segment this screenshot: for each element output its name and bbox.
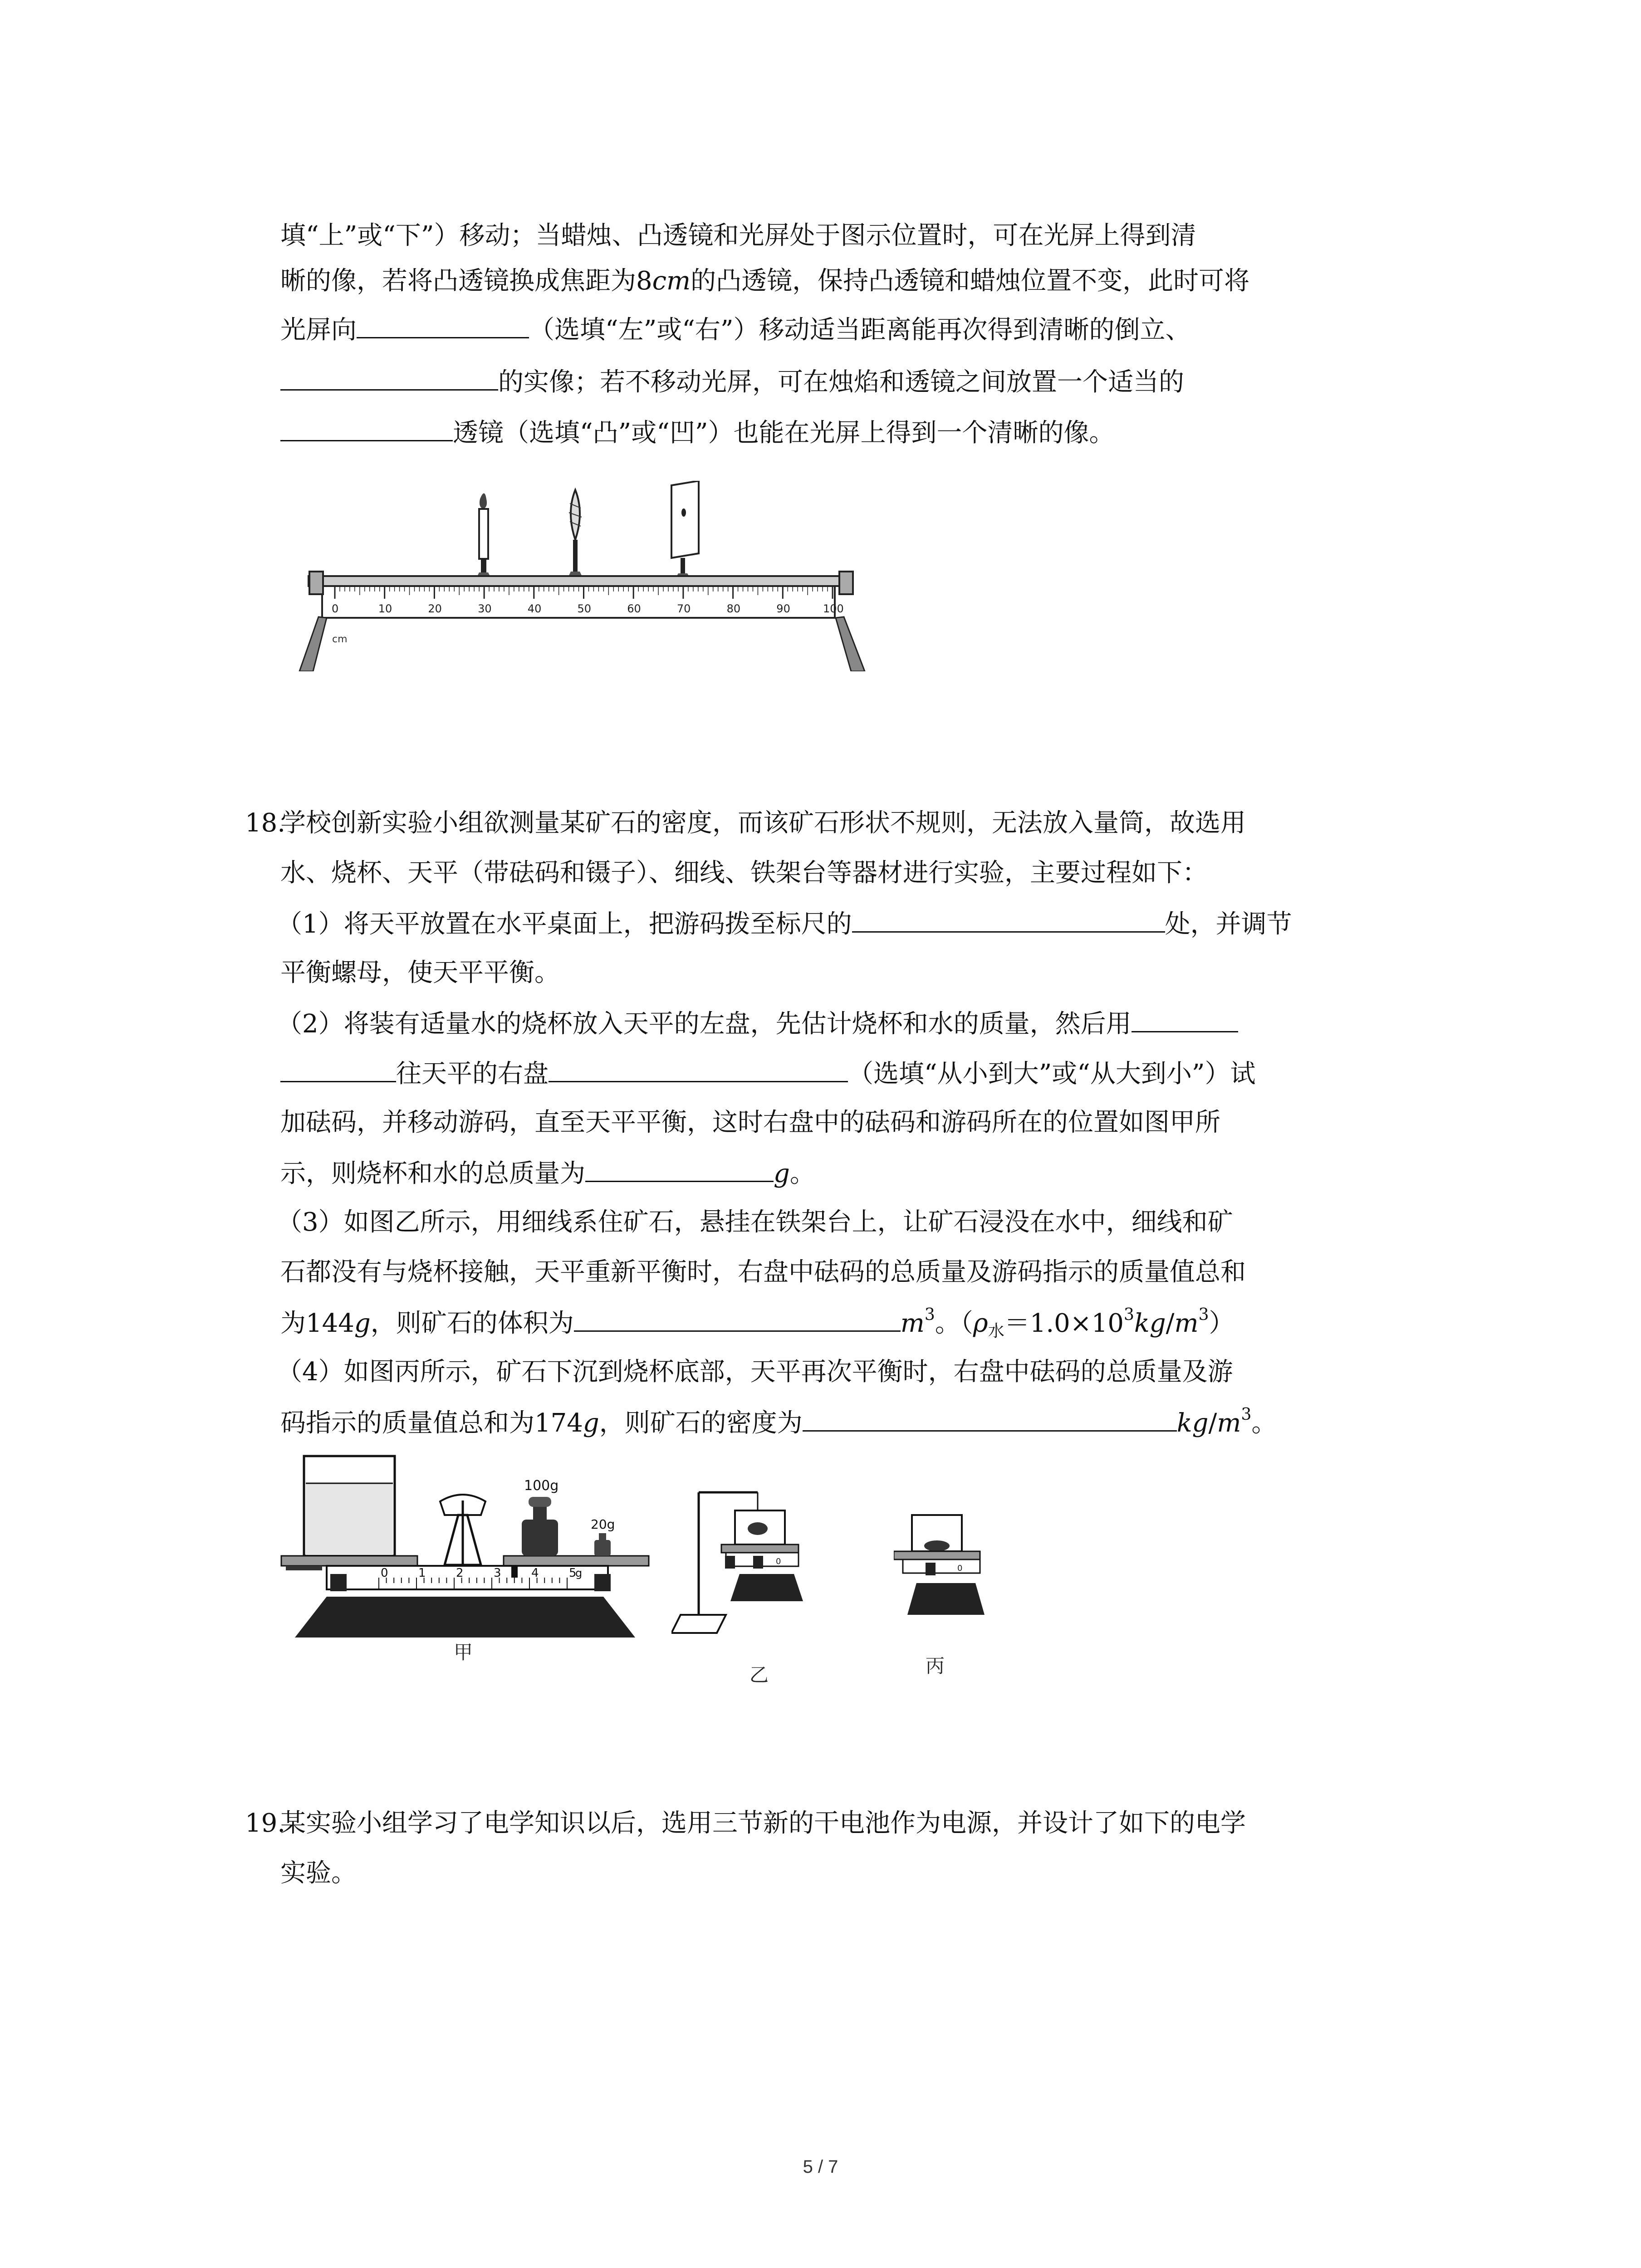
balance-pointer bbox=[440, 1495, 485, 1565]
q18-step4-line-1: （4）如图丙所示，矿石下沉到烧杯底部，天平再次平衡时，右盘中砝码的总质量及游 bbox=[277, 1357, 1233, 1387]
bench-tick-label: 40 bbox=[527, 602, 542, 615]
answer-blank-q18-total-mass[interactable] bbox=[585, 1154, 774, 1182]
scale-unit-label: g bbox=[575, 1567, 583, 1579]
optical-bench-figure bbox=[281, 481, 871, 671]
q19-line-2: 实验。 bbox=[280, 1858, 357, 1888]
bench-tick-label: 70 bbox=[676, 602, 691, 615]
answer-blank-q18-order[interactable] bbox=[549, 1055, 848, 1082]
svg-text:0: 0 bbox=[776, 1557, 781, 1566]
ore bbox=[748, 1522, 768, 1535]
q17-line-5: 透镜（选填“凸”或“凹”）也能在光屏上得到一个清晰的像。 bbox=[280, 414, 1115, 451]
answer-blank-q17-lens-type[interactable] bbox=[280, 414, 453, 441]
right-balance-nut bbox=[594, 1574, 611, 1591]
q17-line-4: 的实像；若不移动光屏，可在烛焰和透镜之间放置一个适当的 bbox=[280, 363, 1184, 401]
q18-step1-line-1: （1）将天平放置在水平桌面上，把游码拨至标尺的 处，并调节 bbox=[277, 905, 1292, 943]
balance-beam bbox=[327, 1566, 608, 1589]
answer-blank-q18-tool-part2[interactable] bbox=[280, 1055, 396, 1082]
scale-tick-label: 2 bbox=[456, 1566, 464, 1580]
figure-label-jia: 甲 bbox=[454, 1641, 473, 1663]
scale-tick-label: 3 bbox=[494, 1566, 501, 1580]
q18-number: 18. bbox=[245, 808, 286, 838]
bench-tick-label: 50 bbox=[577, 602, 592, 615]
q19-line-1: 某实验小组学习了电学知识以后，选用三节新的干电池作为电源，并设计了如下的电学 bbox=[280, 1809, 1246, 1838]
answer-blank-q17-direction[interactable] bbox=[357, 311, 529, 338]
balance-figure-yi bbox=[671, 1483, 821, 1637]
right-pan bbox=[504, 1556, 649, 1566]
q18-step3-line-1: （3）如图乙所示，用细线系住矿石，悬挂在铁架台上，让矿石浸没在水中，细线和矿 bbox=[277, 1207, 1233, 1237]
answer-blank-q17-image-type[interactable] bbox=[280, 363, 498, 391]
q18-step2-line-2: 往天平的右盘 （选填“从小到大”或“从大到小”）试 bbox=[280, 1055, 1256, 1092]
answer-blank-q18-zero-mark[interactable] bbox=[852, 905, 1165, 933]
balance-figure-bing bbox=[894, 1510, 998, 1637]
convex-lens bbox=[566, 490, 584, 582]
page-number: 5 / 7 bbox=[803, 2157, 838, 2177]
bench-tick-label: 20 bbox=[428, 602, 442, 615]
left-pan bbox=[281, 1556, 417, 1566]
q18-step2-line-4: 示，则烧杯和水的总质量为 g。 bbox=[280, 1154, 815, 1192]
weight-100g-label: 100g bbox=[524, 1478, 559, 1494]
q19-number: 19. bbox=[245, 1809, 286, 1838]
scale-tick-label: 0 bbox=[381, 1566, 388, 1580]
q17-line-3: 光屏向 （选填“左”或“右”）移动适当距离能再次得到清晰的倒立、 bbox=[280, 311, 1191, 348]
q18-line-1: 学校创新实验小组欲测量某矿石的密度，而该矿石形状不规则，无法放入量筒，故选用 bbox=[280, 808, 1246, 838]
bench-tick-label: 80 bbox=[726, 602, 741, 615]
weight-100g bbox=[522, 1478, 558, 1556]
q18-step3-line-2: 石都没有与烧杯接触，天平重新平衡时，右盘中砝码的总质量及游码指示的质量值总和 bbox=[280, 1257, 1246, 1287]
figure-label-bing: 丙 bbox=[926, 1655, 945, 1677]
light-screen bbox=[671, 481, 699, 582]
bench-unit-label: cm bbox=[332, 634, 348, 645]
q17-line-2: 晰的像，若将凸透镜换成焦距为8cm的凸透镜，保持凸透镜和蜡烛位置不变，此时可将 bbox=[280, 266, 1250, 296]
beaker-with-water bbox=[304, 1456, 395, 1556]
scale-tick-label: 1 bbox=[418, 1566, 426, 1580]
ore bbox=[924, 1540, 950, 1551]
answer-blank-q18-density[interactable] bbox=[803, 1404, 1177, 1432]
balance-base bbox=[295, 1597, 635, 1637]
q18-line-2: 水、烧杯、天平（带砝码和镊子）、细线、铁架台等器材进行实验，主要过程如下： bbox=[280, 858, 1208, 888]
answer-blank-q18-volume[interactable] bbox=[574, 1304, 901, 1332]
figure-label-yi: 乙 bbox=[749, 1664, 769, 1686]
stand-base bbox=[671, 1615, 726, 1633]
scale-tick-label: 5 bbox=[569, 1566, 577, 1580]
bench-tick-label: 10 bbox=[378, 602, 392, 615]
bench-tick-label: 90 bbox=[776, 602, 790, 615]
q18-step4-line-2: 码指示的质量值总和为174g，则矿石的密度为 $kg/m^3$。 bbox=[280, 1404, 1277, 1442]
balance-figure-jia bbox=[277, 1447, 653, 1637]
q18-step1-line-2: 平衡螺母，使天平平衡。 bbox=[280, 958, 560, 987]
bench-tick-label: 100 bbox=[823, 602, 844, 615]
bench-tick-label: 30 bbox=[478, 602, 492, 615]
svg-text:0: 0 bbox=[957, 1564, 963, 1573]
left-balance-nut bbox=[330, 1574, 347, 1591]
weight-20g-label: 20g bbox=[591, 1517, 615, 1532]
candle bbox=[475, 494, 493, 582]
bench-tick-label: 60 bbox=[627, 602, 641, 615]
q18-step2-line-1: （2）将装有适量水的烧杯放入天平的左盘，先估计烧杯和水的质量，然后用 bbox=[277, 1005, 1238, 1042]
answer-blank-q18-tool-part1[interactable] bbox=[1132, 1005, 1238, 1032]
scale-tick-label: 4 bbox=[531, 1566, 539, 1580]
weight-20g bbox=[591, 1517, 615, 1556]
rider bbox=[511, 1566, 518, 1578]
q17-line-1: 填“上”或“下”）移动；当蜡烛、凸透镜和光屏处于图示位置时，可在光屏上得到清 bbox=[280, 221, 1196, 250]
q18-step3-line-3: 为144g，则矿石的体积为 $m^3$。$(\rho_水=1.0\times 10^3kg/m^3)$ bbox=[280, 1304, 1234, 1342]
q18-step2-line-3: 加砝码，并移动游码，直至天平平衡，这时右盘中的砝码和游码所在的位置如图甲所 bbox=[280, 1108, 1220, 1137]
bench-tick-label: 0 bbox=[332, 602, 339, 615]
